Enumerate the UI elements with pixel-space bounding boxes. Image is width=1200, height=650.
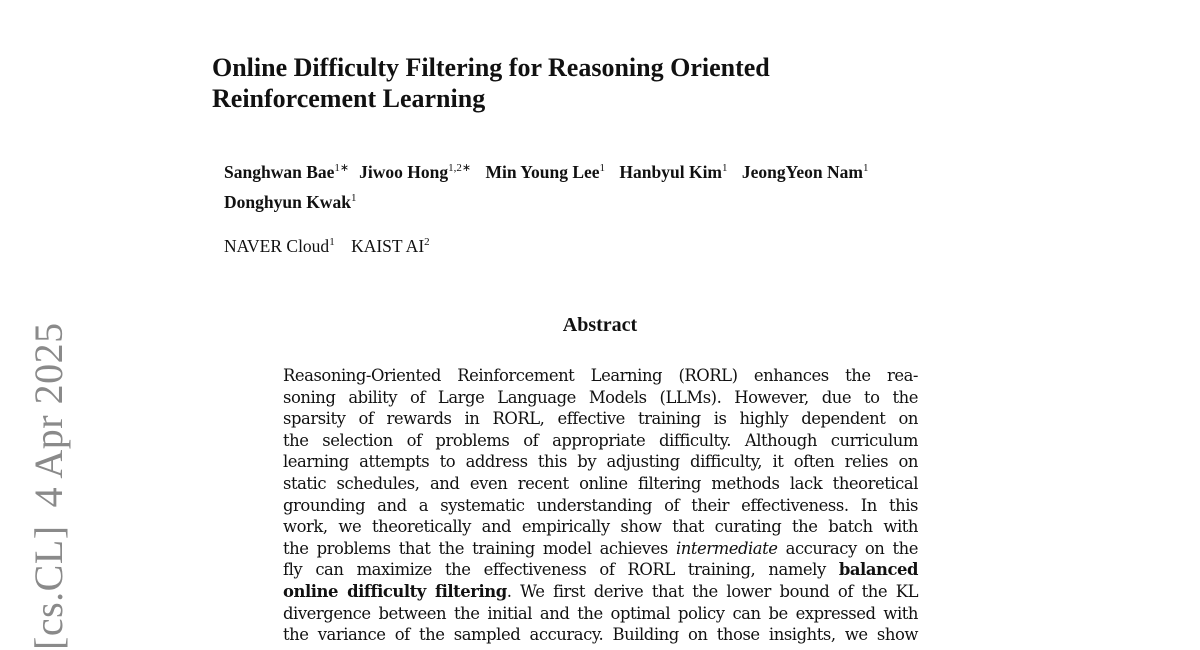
affiliation <box>224 236 335 256</box>
abstract-bold: balanced <box>838 560 918 580</box>
abstract-emphasis: intermediate <box>675 538 778 558</box>
abstract-text: accuracy on the <box>777 538 918 558</box>
author-name: Sanghwan Bae <box>224 162 335 182</box>
abstract-line: the variance of the sampled accuracy. Building on those insights, we show <box>283 625 918 645</box>
abstract-bold: online difficulty filtering <box>283 581 507 601</box>
author-affil-mark: 1 <box>350 192 357 204</box>
author-list <box>224 157 1024 217</box>
author-affil-mark: 1 <box>722 162 728 174</box>
abstract-text: the problems that the training model achieves <box>283 538 676 558</box>
abstract-line: static schedules, and even recent online filtering methods lack theoretical <box>283 473 918 493</box>
author-affil-mark: 1 <box>599 162 606 174</box>
author <box>224 192 356 212</box>
abstract-text: fly can maximize the effectiveness of RORL training, namely <box>283 560 839 580</box>
abstract-line: Reasoning-Oriented Reinforcement Learning (RORL) enhances the rea- <box>283 366 918 385</box>
abstract-line: work, we theoretically and empirically show that curating the batch with <box>283 517 918 537</box>
author-name: Jiwoo Hong <box>359 162 449 182</box>
paper-title <box>212 52 972 114</box>
abstract-line <box>283 538 918 560</box>
author-affil-mark: 1 <box>862 162 869 174</box>
affiliation-name: KAIST AI <box>351 236 425 256</box>
author-affil-mark: 1,2∗ <box>448 162 472 174</box>
author-name: Min Young Lee <box>485 162 600 182</box>
abstract-heading-row <box>0 312 1200 338</box>
abstract-line <box>283 581 918 603</box>
abstract-line: the selection of problems of appropriate difficulty. Although curriculum <box>283 430 918 450</box>
abstract-line: learning attempts to address this by adjusting difficulty, it often relies on <box>283 452 918 472</box>
abstract-heading: Abstract <box>562 314 638 336</box>
affiliation-mark: 2 <box>424 236 430 248</box>
title-line-2: Reinforcement Learning <box>212 84 486 113</box>
author <box>359 162 471 182</box>
abstract-text: . We first derive that the lower bound of the KL <box>506 581 919 601</box>
arxiv-date: 4 Apr 2025 <box>26 322 71 508</box>
author <box>742 162 869 182</box>
arxiv-side-stamp <box>26 310 72 650</box>
affiliation <box>351 236 430 256</box>
abstract-line: soning ability of Large Language Models (LLMs). However, due to the <box>283 387 918 407</box>
abstract-body <box>283 365 918 646</box>
affiliation-name: NAVER Cloud <box>224 236 330 256</box>
author-name: Hanbyul Kim <box>619 162 723 182</box>
arxiv-category: [cs.CL] <box>26 525 71 650</box>
author-name: Donghyun Kwak <box>224 192 351 212</box>
author-affil-mark: 1∗ <box>334 162 350 174</box>
author <box>224 162 349 182</box>
abstract-line: grounding and a systematic understanding of their effectiveness. In this <box>283 495 918 515</box>
author <box>619 162 727 182</box>
affiliation-list <box>224 233 442 259</box>
author-name: JeongYeon Nam <box>741 162 863 182</box>
abstract-line <box>283 559 918 581</box>
title-line-1: Online Difficulty Filtering for Reasoning Oriented <box>212 53 770 82</box>
affiliation-mark: 1 <box>329 236 335 248</box>
abstract-line: divergence between the initial and the optimal policy can be expressed with <box>283 603 918 623</box>
author <box>485 162 605 182</box>
abstract-line: sparsity of rewards in RORL, effective training is highly dependent on <box>283 409 918 429</box>
